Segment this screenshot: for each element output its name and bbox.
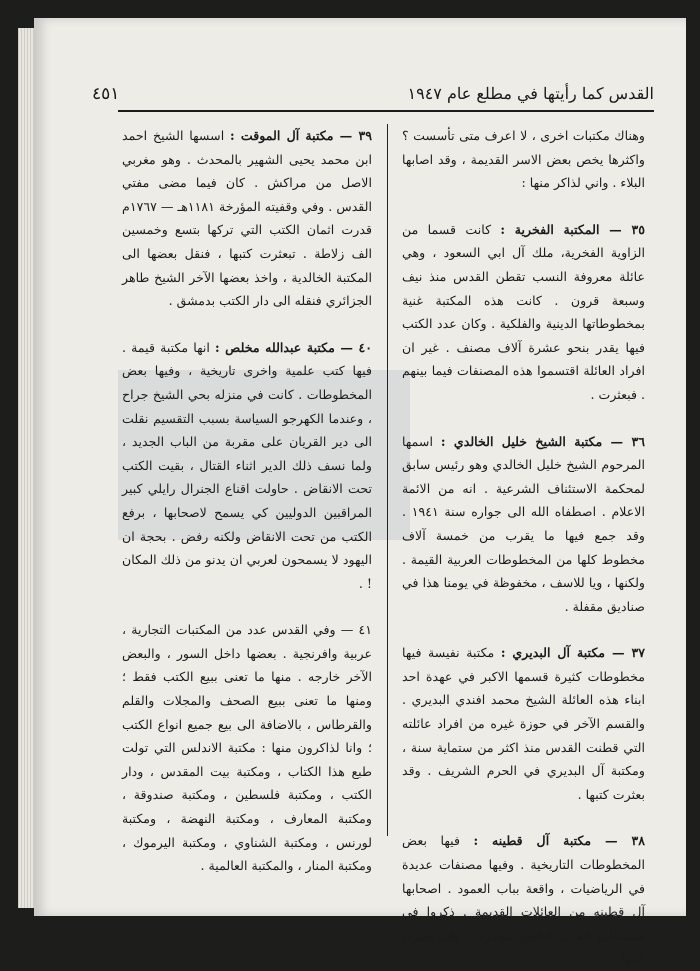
section-37	[402, 641, 645, 806]
section-41	[122, 618, 372, 878]
section-40	[122, 336, 372, 596]
section-35	[402, 218, 645, 407]
section-38	[402, 829, 645, 971]
intro-paragraph: وهناك مكتبات اخرى ، لا اعرف متى تأسست ؟ واكثرها يخص بعض الاسر القديمة ، وقد اصابها البلاء . واني لذاكر منها :	[402, 128, 645, 191]
left-column	[122, 124, 372, 878]
section-36-heading: ٣٦ — مكتبة الشيخ خليل الخالدي :	[440, 433, 645, 449]
running-header	[92, 84, 654, 110]
section-38-heading: ٣٨ — مكتبة آل قطينه :	[473, 833, 645, 849]
section-41-number: ٤١ —	[335, 622, 372, 638]
section-37-heading: ٣٧ — مكتبة آل البديري :	[500, 645, 645, 661]
running-title: القدس كما رأيتها في مطلع عام ١٩٤٧	[407, 84, 654, 103]
section-39-heading: ٣٩ — مكتبة آل الموقت :	[230, 128, 372, 143]
section-38-body: فيها بعض المخطوطات التاريخية . وفيها مصنفات عديدة في الرياضيات ، واقعة بباب العمود . اصحابها آل قطينه من العائلات القديمة . ذكروا في مستندات القرن التاسع للهجرة . وقد بعثرت كتبها .	[402, 833, 645, 967]
section-35-heading: ٣٥ — المكتبة الفخرية :	[500, 221, 646, 237]
section-39-body: اسسها الشيخ احمد ابن محمد يحيى الشهير بالمحدث . وهو مغربي الاصل من مراكش . كان فيما مضى مفتي القدس . وفي وقفيته المؤرخة ١١٨١هـ — ١٧٦٧م قدرت اثمان الكتب التي تركها بتسع وخمسين الف زلاطة . تبعثرت كتبها ، فنقل بعضها الى المكتبة الخالدية ، واخذ بعضها الآخر الشيخ طاهر الجزائري فنقله الى دار الكتب بدمشق .	[122, 128, 373, 309]
section-39	[122, 124, 372, 313]
section-40-body: انها مكتبة قيمة . فيها كتب علمية واخرى تاريخية ، وفيها بعض المخطوطات . كانت في منزله بحي الشيخ جراح ، وعندما الكهرجو السياسة بسبب التقسيم نقلت الى دير القريان على مقربة من الباب الجديد ، ولما نسف ذلك الدير اثناء القتال ، بقيت الكتب تحت الانقاض . حاولت اقناع الجنرال رايلي كبير المراقبين الدوليين كي يسمح لاصحابها ، برفع الكتب من تحت الانقاض ولكنه رفض . بحجة ان اليهود لا يسمحون لعربي ان يدنو من ذلك المكان ! .	[122, 339, 372, 591]
section-35-body: كانت قسما من الزاوية الفخرية، ملك آل ابي السعود ، وهي عائلة معروفة النسب تقطن القدس منذ نيف وسبعة قرون . كانت هذه المكتبة غنية بمخطوطاتها الدينية والفلكية . وكان عدد الكتب فيها يقدر بنحو عشرة آلاف مصنف . غير ان افراد العائلة اقتسموا هذه المصنفات فيما بينهم . فبعثرت .	[402, 221, 645, 402]
section-36-body: اسمها المرحوم الشيخ خليل الخالدي وهو رئيس سابق لمحكمة الاستئناف الشرعية . انه من الائمة الاعلام . اصطفاه الله الى جواره سنة ١٩٤١ . وقد جمع فيها ما يقرب من خمسة آلاف مخطوط كلها من المخطوطات العربية القيمة . ولكنها ، ويا للاسف ، مخفوظة في يومنا هذا في صناديق مقفلة .	[402, 433, 645, 614]
column-divider	[387, 124, 388, 836]
page-number: ٤٥١	[92, 84, 120, 104]
section-40-heading: ٤٠ — مكتبة عبدالله مخلص :	[215, 339, 372, 355]
section-41-body: وفي القدس عدد من المكتبات التجارية ، عربية وافرنجية . بعضها داخل السور ، والبعض الآخر خارجه . منها ما تعنى ببيع الكتب فقط ؛ ومنها ما تعنى ببيع الصحف والمجلات والقلم والقرطاس ، بالاضافة الى بيع جميع انواع الكتب ؛ وانا لذاكرون منها : مكتبة الاندلس التي تولت طبع هذا الكتاب ، ومكتبة بيت المقدس ، ودار الكتب ، ومكتبة فلسطين ، ومكتبة صندوقة ، ومكتبة المعارف ، ومكتبة النهضة ، ومكتبة لورنس ، ومكتبة الشناوي ، ومكتبة اليرموك ، ومكتبة المنار ، والمكتبة العالمية .	[122, 622, 372, 874]
section-36	[402, 430, 645, 619]
section-37-body: مكتبة نفيسة فيها مخطوطات كثيرة قسمها الاكبر في عهدة احد ابناء هذه العائلة الشيخ محمد افندي البديري . والقسم الآخر في حوزة غيره من افراد عائلته التي قطنت القدس منذ اكثر من ستماية سنة ، ومكتبة آل البديري في الحرم الشريف . وقد بعثرت كتبها .	[402, 645, 645, 802]
header-rule	[118, 110, 654, 112]
right-column	[402, 124, 645, 971]
